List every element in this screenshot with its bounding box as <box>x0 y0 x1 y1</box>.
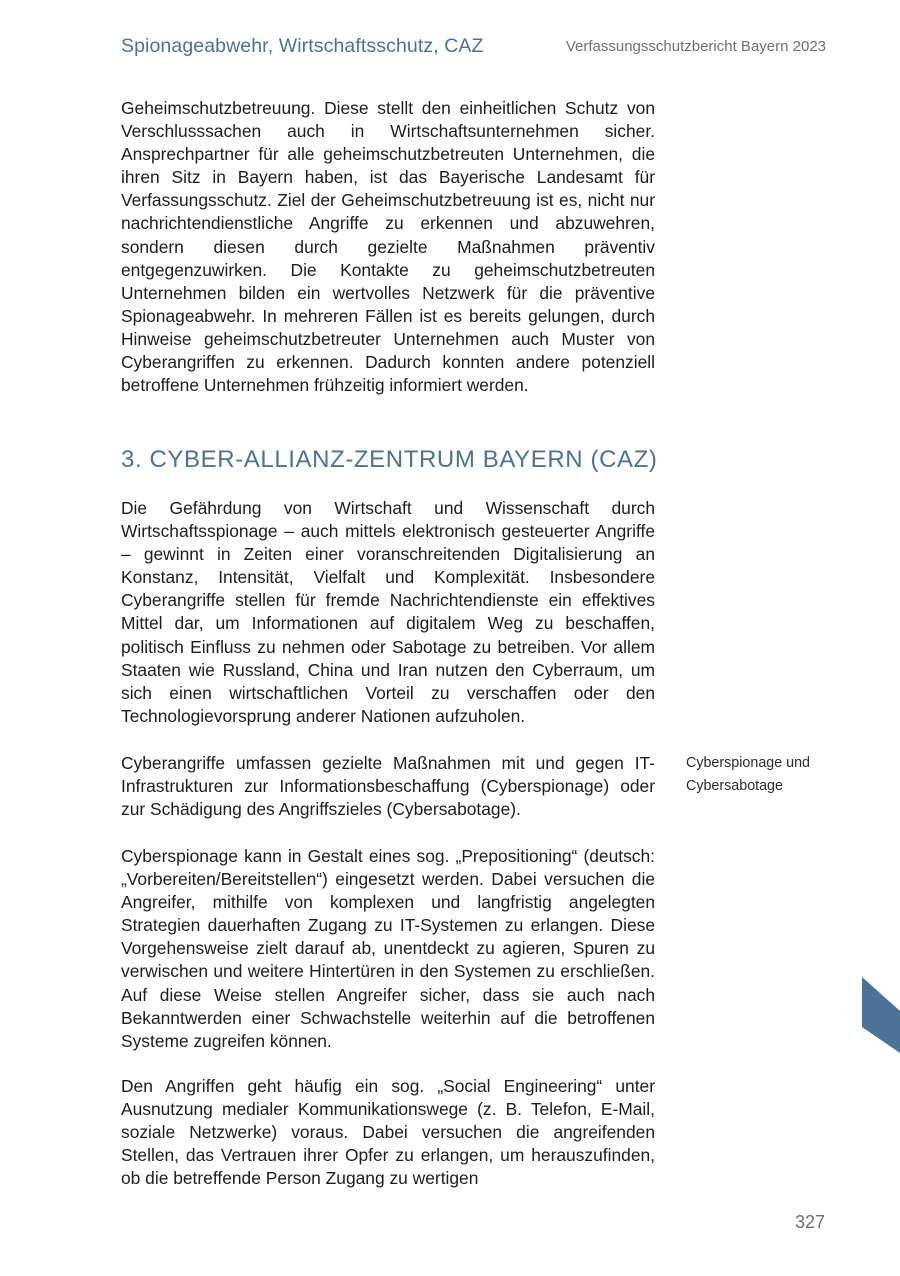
chapter-tab-shape <box>862 977 900 1053</box>
intro-paragraph: Geheimschutzbetreuung. Diese stellt den einheitlichen Schutz von Verschlusssachen auch in Wirtschaftsunternehmen sicher. Ansprechpartner für alle geheimschutzbetreuten Unternehmen, die ihren Sitz in Bayern haben, ist das Bayerische Landesamt für Verfassungsschutz. Ziel der Geheimschutzbetreuung ist es, nicht nur nachrichtendienstliche Angriffe zu erkennen und abzuwehren, sondern diesen durch gezielte Maßnahmen präventiv entgegenzuwirken. Die Kontakte zu geheimschutzbetreuten Unternehmen bilden ein wertvolles Netzwerk für die präventive Spionageabwehr. In mehreren Fällen ist es bereits gelungen, durch Hinweise geheimschutzbetreuter Unternehmen auch Muster von Cyberangriffen zu erkennen. Dadurch konnten andere potenziell betroffene Unternehmen frühzeitig informiert werden. <box>121 98 655 396</box>
paragraph-block-3 <box>121 845 655 1053</box>
paragraph-block-1 <box>121 497 655 728</box>
paragraph: Cyberangriffe umfassen gezielte Maßnahmen mit und gegen IT-Infrastrukturen zur Informationsbeschaffung (Cyberspionage) oder zur Schädigung des Angriffszieles (Cybersabotage). <box>121 753 655 820</box>
paragraph: Cyberspionage kann in Gestalt eines sog. „Prepositioning“ (deutsch: „Vorbereiten/Bereitstellen“) eingesetzt werden. Dabei versuchen die Angreifer, mithilfe von komplexen und langfristig angelegten Strategien dauerhaften Zugang zu IT-Systemen zu erlangen. Diese Vorgehensweise zielt darauf ab, unentdeckt zu agieren, Spuren zu verwischen und weitere Hintertüren in den Systemen zu erschließen. Auf diese Weise stellen Angreifer sicher, dass sie auch nach Bekanntwerden einer Schwachstelle weiterhin auf die betroffenen Systeme zugreifen können. <box>121 846 655 1051</box>
page-number: 327 <box>794 1212 825 1232</box>
intro-paragraph-block <box>121 97 655 397</box>
running-header-report: Verfassungsschutzbericht Bayern 2023 <box>565 38 826 55</box>
paragraph: Den Angriffen geht häufig ein sog. „Social Engineering“ unter Ausnutzung medialer Kommunikationswege (z. B. Telefon, E-Mail, soziale Netzwerke) voraus. Dabei versuchen die angreifenden Stellen, das Vertrauen ihrer Opfer zu erlangen, um herauszufinden, ob die betreffende Person Zugang zu wertigen <box>121 1076 655 1189</box>
paragraph: Die Gefährdung von Wirtschaft und Wissenschaft durch Wirtschaftsspionage – auch mittels elektronisch gesteuerter Angriffe – gewinnt in Zeiten einer voranschreitenden Digitalisierung an Konstanz, Intensität, Vielfalt und Komplexität. Insbesondere Cyberangriffe stellen für fremde Nachrichtendienste ein effektives Mittel dar, um Informationen auf digitalem Weg zu beschaffen, politisch Einfluss zu nehmen oder Sabotage zu betreiben. Vor allem Staaten wie Russland, China und Iran nutzen den Cyberraum, um sich einen wirtschaftlichen Vorteil zu verschaffen oder den Technologievorsprung anderer Nationen aufzuholen. <box>121 498 655 726</box>
margin-note-line: Cyberspionage und <box>686 755 810 771</box>
margin-note <box>686 752 836 798</box>
section-heading: 3. CYBER-ALLIANZ-ZENTRUM BAYERN (CAZ) <box>121 446 658 473</box>
paragraph-block-2 <box>121 752 655 821</box>
chapter-tab-marker <box>862 977 900 1053</box>
running-header-section: Spionageabwehr, Wirtschaftsschutz, CAZ <box>121 35 484 57</box>
paragraph-block-4 <box>121 1075 655 1190</box>
margin-note-line: Cybersabotage <box>686 778 783 794</box>
